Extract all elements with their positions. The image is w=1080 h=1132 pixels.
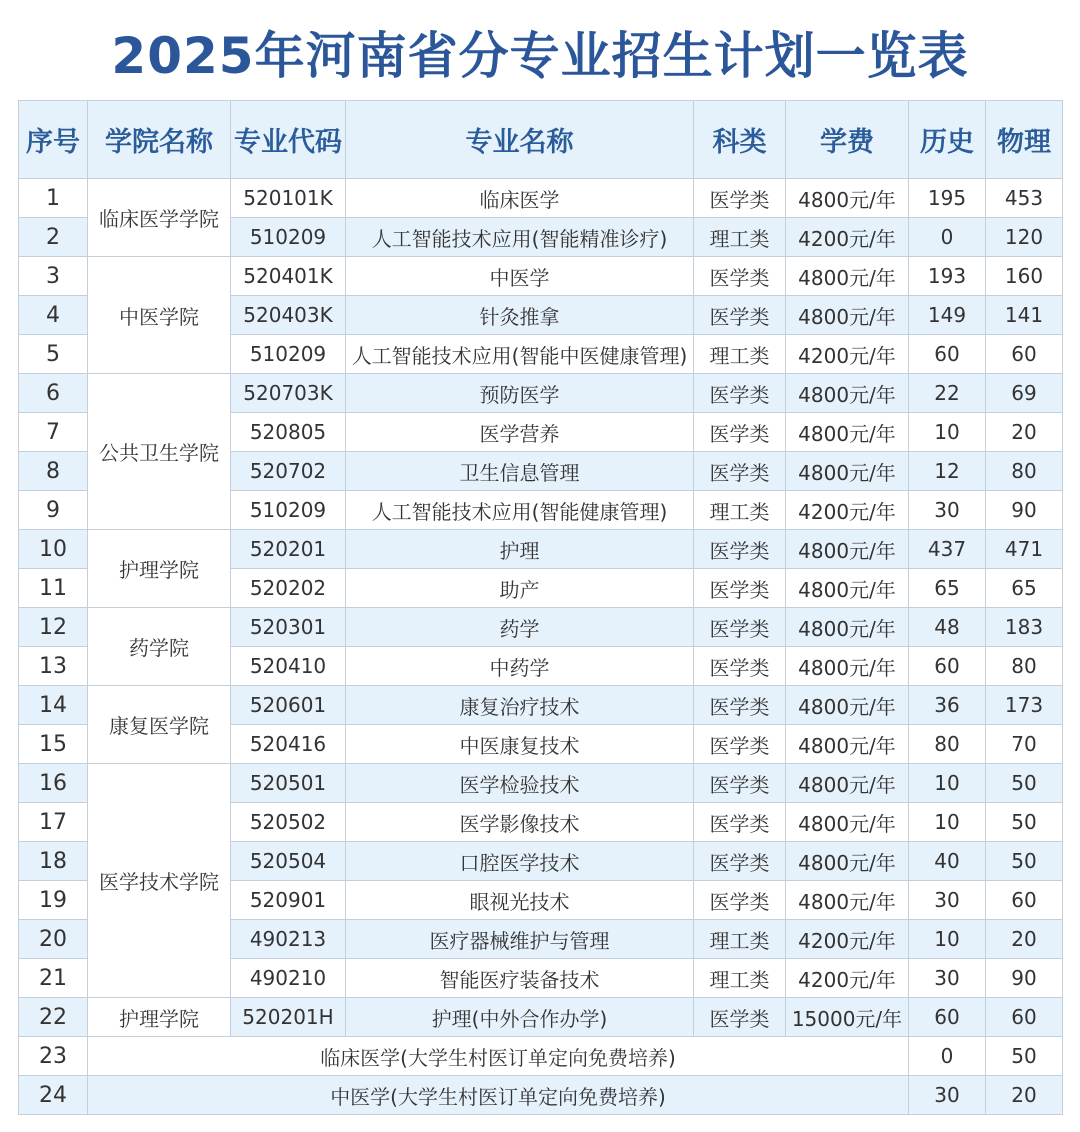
major-name-cell: 口腔医学技术	[346, 842, 694, 881]
header-cell: 科类	[694, 101, 786, 179]
table-row	[19, 686, 1063, 725]
history-quota-cell: 12	[909, 452, 986, 491]
major-name-cell: 助产	[346, 569, 694, 608]
major-name-cell: 卫生信息管理	[346, 452, 694, 491]
major-code-cell: 520901	[231, 881, 346, 920]
header-cell: 学费	[786, 101, 909, 179]
serial-cell: 9	[19, 491, 88, 530]
serial-cell: 16	[19, 764, 88, 803]
serial-cell: 3	[19, 257, 88, 296]
serial-cell: 15	[19, 725, 88, 764]
major-code-cell: 520805	[231, 413, 346, 452]
serial-cell: 8	[19, 452, 88, 491]
major-code-cell: 520201	[231, 530, 346, 569]
serial-cell: 21	[19, 959, 88, 998]
history-quota-cell: 80	[909, 725, 986, 764]
tuition-cell: 4200元/年	[786, 959, 909, 998]
physics-quota-cell: 20	[986, 1076, 1063, 1115]
major-name-cell: 医学检验技术	[346, 764, 694, 803]
college-name-cell: 药学院	[88, 608, 231, 686]
tuition-cell: 4800元/年	[786, 842, 909, 881]
physics-quota-cell: 453	[986, 179, 1063, 218]
physics-quota-cell: 60	[986, 335, 1063, 374]
tuition-cell: 4800元/年	[786, 179, 909, 218]
history-quota-cell: 195	[909, 179, 986, 218]
history-quota-cell: 0	[909, 1037, 986, 1076]
tuition-cell: 4800元/年	[786, 374, 909, 413]
physics-quota-cell: 50	[986, 803, 1063, 842]
tuition-cell: 4200元/年	[786, 218, 909, 257]
serial-cell: 1	[19, 179, 88, 218]
category-cell: 医学类	[694, 413, 786, 452]
serial-cell: 6	[19, 374, 88, 413]
physics-quota-cell: 60	[986, 881, 1063, 920]
serial-cell: 19	[19, 881, 88, 920]
table-row	[19, 608, 1063, 647]
major-code-cell: 520101K	[231, 179, 346, 218]
serial-cell: 24	[19, 1076, 88, 1115]
history-quota-cell: 60	[909, 335, 986, 374]
major-name-cell: 临床医学	[346, 179, 694, 218]
tuition-cell: 15000元/年	[786, 998, 909, 1037]
serial-cell: 13	[19, 647, 88, 686]
history-quota-cell: 10	[909, 413, 986, 452]
major-code-cell: 490210	[231, 959, 346, 998]
serial-cell: 2	[19, 218, 88, 257]
major-code-cell: 520501	[231, 764, 346, 803]
major-name-cell: 护理(中外合作办学)	[346, 998, 694, 1037]
physics-quota-cell: 70	[986, 725, 1063, 764]
tuition-cell: 4800元/年	[786, 452, 909, 491]
category-cell: 医学类	[694, 296, 786, 335]
category-cell: 医学类	[694, 374, 786, 413]
category-cell: 医学类	[694, 530, 786, 569]
physics-quota-cell: 120	[986, 218, 1063, 257]
college-name-cell: 公共卫生学院	[88, 374, 231, 530]
major-name-cell: 医学影像技术	[346, 803, 694, 842]
physics-quota-cell: 69	[986, 374, 1063, 413]
table-row	[19, 530, 1063, 569]
special-program-cell: 临床医学(大学生村医订单定向免费培养)	[88, 1037, 909, 1076]
history-quota-cell: 65	[909, 569, 986, 608]
major-code-cell: 510209	[231, 218, 346, 257]
major-code-cell: 520202	[231, 569, 346, 608]
physics-quota-cell: 50	[986, 842, 1063, 881]
physics-quota-cell: 160	[986, 257, 1063, 296]
tuition-cell: 4200元/年	[786, 491, 909, 530]
category-cell: 医学类	[694, 998, 786, 1037]
major-name-cell: 针灸推拿	[346, 296, 694, 335]
table-row	[19, 764, 1063, 803]
category-cell: 医学类	[694, 842, 786, 881]
physics-quota-cell: 183	[986, 608, 1063, 647]
category-cell: 医学类	[694, 725, 786, 764]
category-cell: 理工类	[694, 335, 786, 374]
physics-quota-cell: 50	[986, 764, 1063, 803]
tuition-cell: 4200元/年	[786, 920, 909, 959]
major-name-cell: 眼视光技术	[346, 881, 694, 920]
category-cell: 医学类	[694, 803, 786, 842]
category-cell: 理工类	[694, 959, 786, 998]
major-code-cell: 520416	[231, 725, 346, 764]
category-cell: 理工类	[694, 491, 786, 530]
tuition-cell: 4800元/年	[786, 725, 909, 764]
college-name-cell: 护理学院	[88, 998, 231, 1037]
history-quota-cell: 36	[909, 686, 986, 725]
tuition-cell: 4800元/年	[786, 530, 909, 569]
category-cell: 医学类	[694, 764, 786, 803]
physics-quota-cell: 141	[986, 296, 1063, 335]
history-quota-cell: 40	[909, 842, 986, 881]
table-body	[19, 179, 1063, 1115]
enrollment-plan-table	[18, 100, 1063, 1115]
tuition-cell: 4800元/年	[786, 296, 909, 335]
major-name-cell: 中药学	[346, 647, 694, 686]
serial-cell: 11	[19, 569, 88, 608]
physics-quota-cell: 80	[986, 452, 1063, 491]
history-quota-cell: 30	[909, 959, 986, 998]
major-name-cell: 人工智能技术应用(智能健康管理)	[346, 491, 694, 530]
major-name-cell: 中医康复技术	[346, 725, 694, 764]
history-quota-cell: 30	[909, 881, 986, 920]
college-name-cell: 护理学院	[88, 530, 231, 608]
tuition-cell: 4800元/年	[786, 608, 909, 647]
header-cell: 学院名称	[88, 101, 231, 179]
serial-cell: 4	[19, 296, 88, 335]
serial-cell: 20	[19, 920, 88, 959]
header-cell: 序号	[19, 101, 88, 179]
table-header-row	[19, 101, 1063, 179]
serial-cell: 10	[19, 530, 88, 569]
table-row	[19, 1037, 1063, 1076]
history-quota-cell: 60	[909, 998, 986, 1037]
tuition-cell: 4200元/年	[786, 335, 909, 374]
history-quota-cell: 437	[909, 530, 986, 569]
tuition-cell: 4800元/年	[786, 257, 909, 296]
category-cell: 理工类	[694, 218, 786, 257]
category-cell: 医学类	[694, 452, 786, 491]
category-cell: 医学类	[694, 647, 786, 686]
major-code-cell: 520702	[231, 452, 346, 491]
major-code-cell: 520403K	[231, 296, 346, 335]
major-code-cell: 520301	[231, 608, 346, 647]
serial-cell: 22	[19, 998, 88, 1037]
major-name-cell: 中医学	[346, 257, 694, 296]
major-code-cell: 520201H	[231, 998, 346, 1037]
category-cell: 医学类	[694, 179, 786, 218]
major-name-cell: 智能医疗装备技术	[346, 959, 694, 998]
history-quota-cell: 10	[909, 803, 986, 842]
page-title: 2025年河南省分专业招生计划一览表	[111, 27, 969, 85]
major-name-cell: 医学营养	[346, 413, 694, 452]
history-quota-cell: 30	[909, 1076, 986, 1115]
major-name-cell: 人工智能技术应用(智能中医健康管理)	[346, 335, 694, 374]
tuition-cell: 4800元/年	[786, 686, 909, 725]
major-name-cell: 护理	[346, 530, 694, 569]
physics-quota-cell: 50	[986, 1037, 1063, 1076]
serial-cell: 14	[19, 686, 88, 725]
history-quota-cell: 60	[909, 647, 986, 686]
header-cell: 专业代码	[231, 101, 346, 179]
tuition-cell: 4800元/年	[786, 764, 909, 803]
physics-quota-cell: 65	[986, 569, 1063, 608]
tuition-cell: 4800元/年	[786, 647, 909, 686]
physics-quota-cell: 471	[986, 530, 1063, 569]
tuition-cell: 4800元/年	[786, 569, 909, 608]
physics-quota-cell: 20	[986, 413, 1063, 452]
major-name-cell: 预防医学	[346, 374, 694, 413]
physics-quota-cell: 80	[986, 647, 1063, 686]
serial-cell: 5	[19, 335, 88, 374]
major-code-cell: 520504	[231, 842, 346, 881]
major-code-cell: 490213	[231, 920, 346, 959]
major-name-cell: 药学	[346, 608, 694, 647]
header-cell: 专业名称	[346, 101, 694, 179]
major-name-cell: 医疗器械维护与管理	[346, 920, 694, 959]
history-quota-cell: 193	[909, 257, 986, 296]
major-code-cell: 510209	[231, 335, 346, 374]
category-cell: 医学类	[694, 686, 786, 725]
special-program-cell: 中医学(大学生村医订单定向免费培养)	[88, 1076, 909, 1115]
physics-quota-cell: 90	[986, 959, 1063, 998]
table-row	[19, 257, 1063, 296]
physics-quota-cell: 90	[986, 491, 1063, 530]
physics-quota-cell: 173	[986, 686, 1063, 725]
table-row	[19, 374, 1063, 413]
history-quota-cell: 30	[909, 491, 986, 530]
category-cell: 医学类	[694, 881, 786, 920]
physics-quota-cell: 20	[986, 920, 1063, 959]
serial-cell: 7	[19, 413, 88, 452]
major-name-cell: 康复治疗技术	[346, 686, 694, 725]
category-cell: 理工类	[694, 920, 786, 959]
table-row	[19, 1076, 1063, 1115]
history-quota-cell: 22	[909, 374, 986, 413]
college-name-cell: 中医学院	[88, 257, 231, 374]
serial-cell: 23	[19, 1037, 88, 1076]
category-cell: 医学类	[694, 257, 786, 296]
physics-quota-cell: 60	[986, 998, 1063, 1037]
serial-cell: 18	[19, 842, 88, 881]
table-row	[19, 179, 1063, 218]
major-code-cell: 520601	[231, 686, 346, 725]
table-row	[19, 998, 1063, 1037]
category-cell: 医学类	[694, 608, 786, 647]
major-code-cell: 520401K	[231, 257, 346, 296]
history-quota-cell: 48	[909, 608, 986, 647]
serial-cell: 12	[19, 608, 88, 647]
history-quota-cell: 0	[909, 218, 986, 257]
history-quota-cell: 10	[909, 764, 986, 803]
college-name-cell: 康复医学院	[88, 686, 231, 764]
college-name-cell: 医学技术学院	[88, 764, 231, 998]
major-code-cell: 520703K	[231, 374, 346, 413]
serial-cell: 17	[19, 803, 88, 842]
tuition-cell: 4800元/年	[786, 803, 909, 842]
major-code-cell: 520502	[231, 803, 346, 842]
major-code-cell: 520410	[231, 647, 346, 686]
major-name-cell: 人工智能技术应用(智能精准诊疗)	[346, 218, 694, 257]
tuition-cell: 4800元/年	[786, 881, 909, 920]
history-quota-cell: 10	[909, 920, 986, 959]
history-quota-cell: 149	[909, 296, 986, 335]
major-code-cell: 510209	[231, 491, 346, 530]
tuition-cell: 4800元/年	[786, 413, 909, 452]
college-name-cell: 临床医学学院	[88, 179, 231, 257]
header-cell: 历史	[909, 101, 986, 179]
header-cell: 物理	[986, 101, 1063, 179]
category-cell: 医学类	[694, 569, 786, 608]
